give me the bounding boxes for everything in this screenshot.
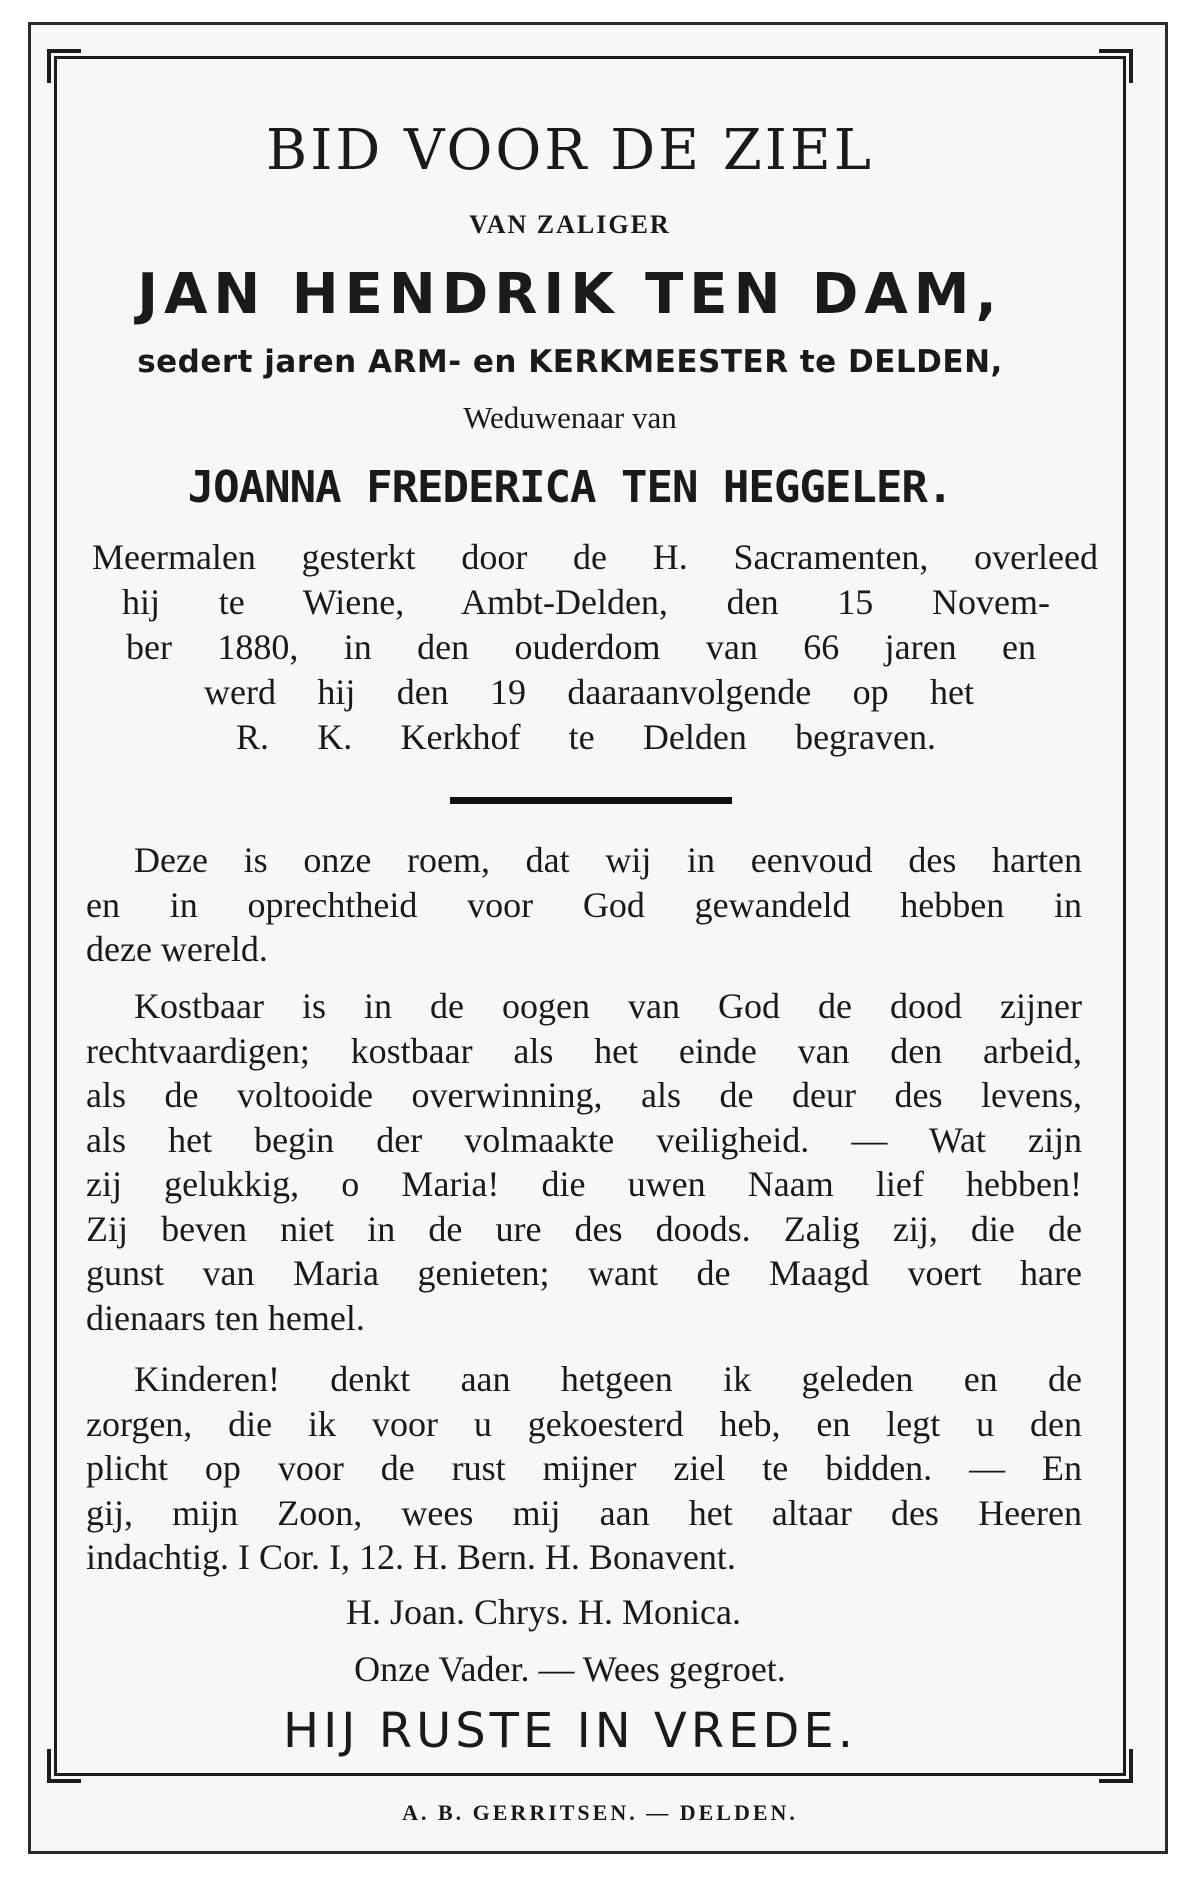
- section-divider: [450, 797, 732, 804]
- paragraph-line: gunst van Maria genieten; want de Maagd voert hare: [86, 1253, 1082, 1293]
- corner-ornament-top-right: [1099, 49, 1133, 83]
- deceased-name: JAN HENDRIK TEN DAM,: [137, 262, 1003, 327]
- bio-line: hij te Wiene, Ambt-Delden, den 15 Novem-: [122, 582, 1050, 622]
- paragraph-line: Zij beven niet in de ure des doods. Zalig zij, die de: [86, 1208, 1082, 1249]
- corner-ornament-top-left: [47, 49, 81, 83]
- paragraph-line: rechtvaardigen; kostbaar als het einde van den arbeid,: [86, 1030, 1082, 1071]
- corner-ornament-bottom-right: [1099, 1749, 1133, 1783]
- bio-line: R. K. Kerkhof te Delden begraven.: [236, 717, 936, 757]
- deceased-function: sedert jaren ARM- en KERKMEESTER te DELDEN,: [137, 344, 1003, 380]
- bio-line: Meermalen gesterkt door de H. Sacramenten, overleed: [92, 537, 1098, 577]
- paragraph-line: Kostbaar is in de oogen van God de dood zijner: [134, 986, 1082, 1026]
- paragraph-line: plicht op voor de rust mijner ziel te bidden. — En: [86, 1448, 1082, 1488]
- paragraph-glory: [86, 838, 1082, 972]
- prayers-text: Onze Vader. — Wees gegroet.: [354, 1649, 786, 1689]
- paragraph-line: zij gelukkig, o Maria! die uwen Naam lief hebben!: [86, 1164, 1082, 1204]
- paragraph-line: indachtig. I Cor. I, 12. H. Bern. H. Bonavent.: [86, 1537, 736, 1577]
- paragraph-precious: [86, 984, 1082, 1340]
- paragraph-line: zorgen, die ik voor u gekoesterd heb, en legt u den: [86, 1403, 1082, 1444]
- van-zaliger-text: VAN ZALIGER: [469, 210, 671, 239]
- printer-imprint: A. B. GERRITSEN. — DELDEN.: [402, 1800, 798, 1825]
- bio-line: werd hij den 19 daaraanvolgende op het: [204, 672, 974, 712]
- bio-line: ber 1880, in den ouderdom van 66 jaren en: [126, 627, 1036, 667]
- paragraph-line: en in oprechtheid voor God gewandeld hebben in: [86, 884, 1082, 925]
- references-line: H. Joan. Chrys. H. Monica.: [346, 1592, 741, 1632]
- card-title: BID VOOR DE ZIEL: [266, 118, 874, 183]
- rest-in-peace: HIJ RUSTE IN VREDE.: [283, 1703, 857, 1759]
- paragraph-line: als de voltooide overwinning, als de deur des levens,: [86, 1075, 1082, 1115]
- widower-text: Weduwenaar van: [463, 400, 677, 435]
- paragraph-line: als het begin der volmaakte veiligheid. — Wat zijn: [86, 1119, 1082, 1160]
- paragraph-line: dienaars ten hemel.: [86, 1297, 365, 1338]
- paragraph-line: Deze is onze roem, dat wij in eenvoud des harten: [134, 840, 1082, 880]
- paragraph-line: Kinderen! denkt aan hetgeen ik geleden en de: [134, 1359, 1082, 1399]
- wife-name: JOANNA FREDERICA TEN HEGGELER.: [187, 462, 953, 513]
- paragraph-line: gij, mijn Zoon, wees mij aan het altaar des Heeren: [86, 1492, 1082, 1533]
- paragraph-line: deze wereld.: [86, 929, 268, 969]
- paragraph-children: [86, 1357, 1082, 1580]
